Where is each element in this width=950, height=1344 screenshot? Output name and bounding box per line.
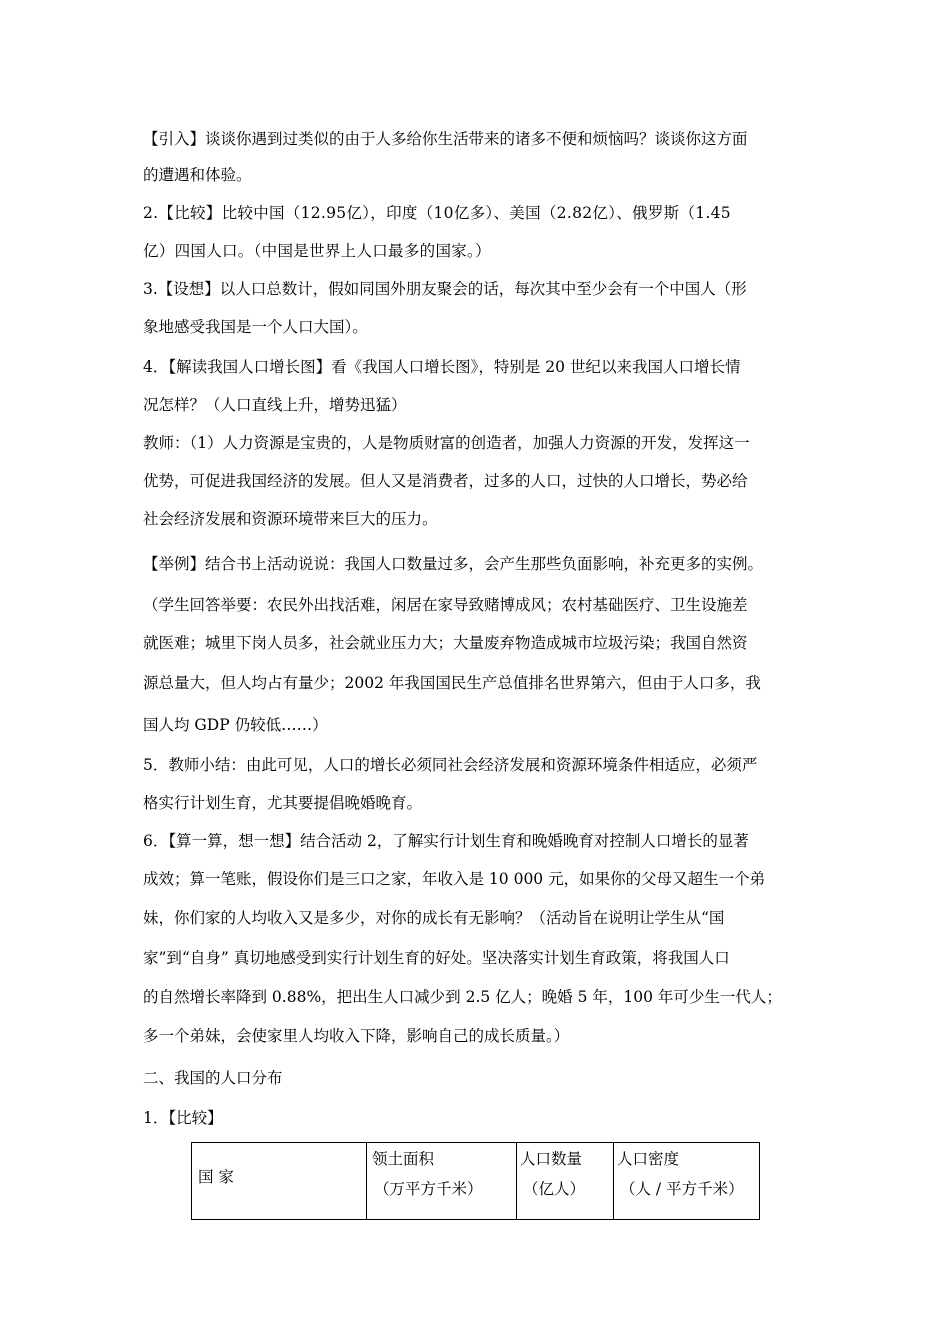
text-line: 的遭遇和体验。: [143, 166, 252, 184]
table-header-row: [192, 1143, 760, 1220]
text-line: 【举例】结合书上活动说说：我国人口数量过多，会产生那些负面影响，补充更多的实例。: [143, 555, 764, 573]
text-line: 国人均 GDP 仍较低……）: [143, 716, 328, 734]
text-line: 6．【算一算，想一想】结合活动 2，了解实行计划生育和晚婚晚育对控制人口增长的显著: [143, 832, 749, 850]
text-line: 格实行计划生育，尤其要提倡晚婚晚育。: [143, 794, 423, 812]
text-line: 1．【比较】: [143, 1109, 223, 1127]
text-line: 社会经济发展和资源环境带来巨大的压力。: [143, 510, 438, 528]
text-line: 的自然增长率降到 0.88%，把出生人口减少到 2.5 亿人；晚婚 5 年，100 年可少生一代人；: [143, 988, 782, 1006]
header-density: [614, 1143, 760, 1220]
header-population-title: 人口数量: [520, 1150, 583, 1168]
text-line: 优势，可促进我国经济的发展。但人又是消费者，过多的人口，过快的人口增长，势必给: [143, 472, 748, 490]
header-area-title: 领土面积: [372, 1150, 435, 1168]
text-line: 教师：（1）人力资源是宝贵的，人是物质财富的创造者，加强人力资源的开发，发挥这一: [143, 434, 750, 452]
text-line: 妹，你们家的人均收入又是多少，对你的成长有无影响？（活动旨在说明让学生从“国: [143, 909, 725, 927]
text-line: 亿）四国人口。（中国是世界上人口最多的国家。）: [143, 242, 491, 260]
text-line: 象地感受我国是一个人口大国）。: [143, 318, 368, 336]
text-line: 成效；算一笔账，假设你们是三口之家，年收入是 10 000 元，如果你的父母又超生一个弟: [143, 870, 766, 888]
text-line: 二、我国的人口分布: [143, 1069, 283, 1087]
header-density-title: 人口密度: [617, 1150, 680, 1168]
header-country: 国 家: [192, 1143, 367, 1220]
comparison-table: [191, 1142, 760, 1220]
header-population-unit: （亿人）: [523, 1180, 586, 1198]
text-line: 源总量大，但人均占有量少；2002 年我国国民生产总值排名世界第六，但由于人口多，我: [143, 674, 761, 692]
text-line: 5．教师小结：由此可见，人口的增长必须同社会经济发展和资源环境条件相适应，必须严: [143, 756, 758, 774]
text-line: 况怎样？（人口直线上升，增势迅猛）: [143, 396, 407, 414]
text-line: 2.【比较】比较中国（12.95亿），印度（10亿多）、美国（2.82亿）、俄罗斯（1.45: [143, 204, 731, 222]
header-area-unit: （万平方千米）: [374, 1180, 483, 1198]
text-line: 4．【解读我国人口增长图】看《我国人口增长图》，特别是 20 世纪以来我国人口增长情: [143, 358, 741, 376]
text-line: 就医难；城里下岗人员多，社会就业压力大；大量废弃物造成城市垃圾污染；我国自然资: [143, 634, 748, 652]
text-line: 家”到“自身” 真切地感受到实行计划生育的好处。坚决落实计划生育政策，将我国人口: [143, 949, 730, 967]
header-area: [367, 1143, 517, 1220]
header-population: [517, 1143, 614, 1220]
text-line: 多一个弟妹，会使家里人均收入下降，影响自己的成长质量。）: [143, 1027, 570, 1045]
text-line: 【引入】谈谈你遇到过类似的由于人多给你生活带来的诸多不便和烦恼吗？谈谈你这方面: [143, 130, 748, 148]
header-density-unit: （人 / 平方千米）: [620, 1180, 744, 1198]
text-line: （学生回答举要：农民外出找活难，闲居在家导致赌博成风；农村基础医疗、卫生设施差: [143, 596, 748, 614]
text-line: 3.【设想】以人口总数计，假如同国外朋友聚会的话，每次其中至少会有一个中国人（形: [143, 280, 747, 298]
